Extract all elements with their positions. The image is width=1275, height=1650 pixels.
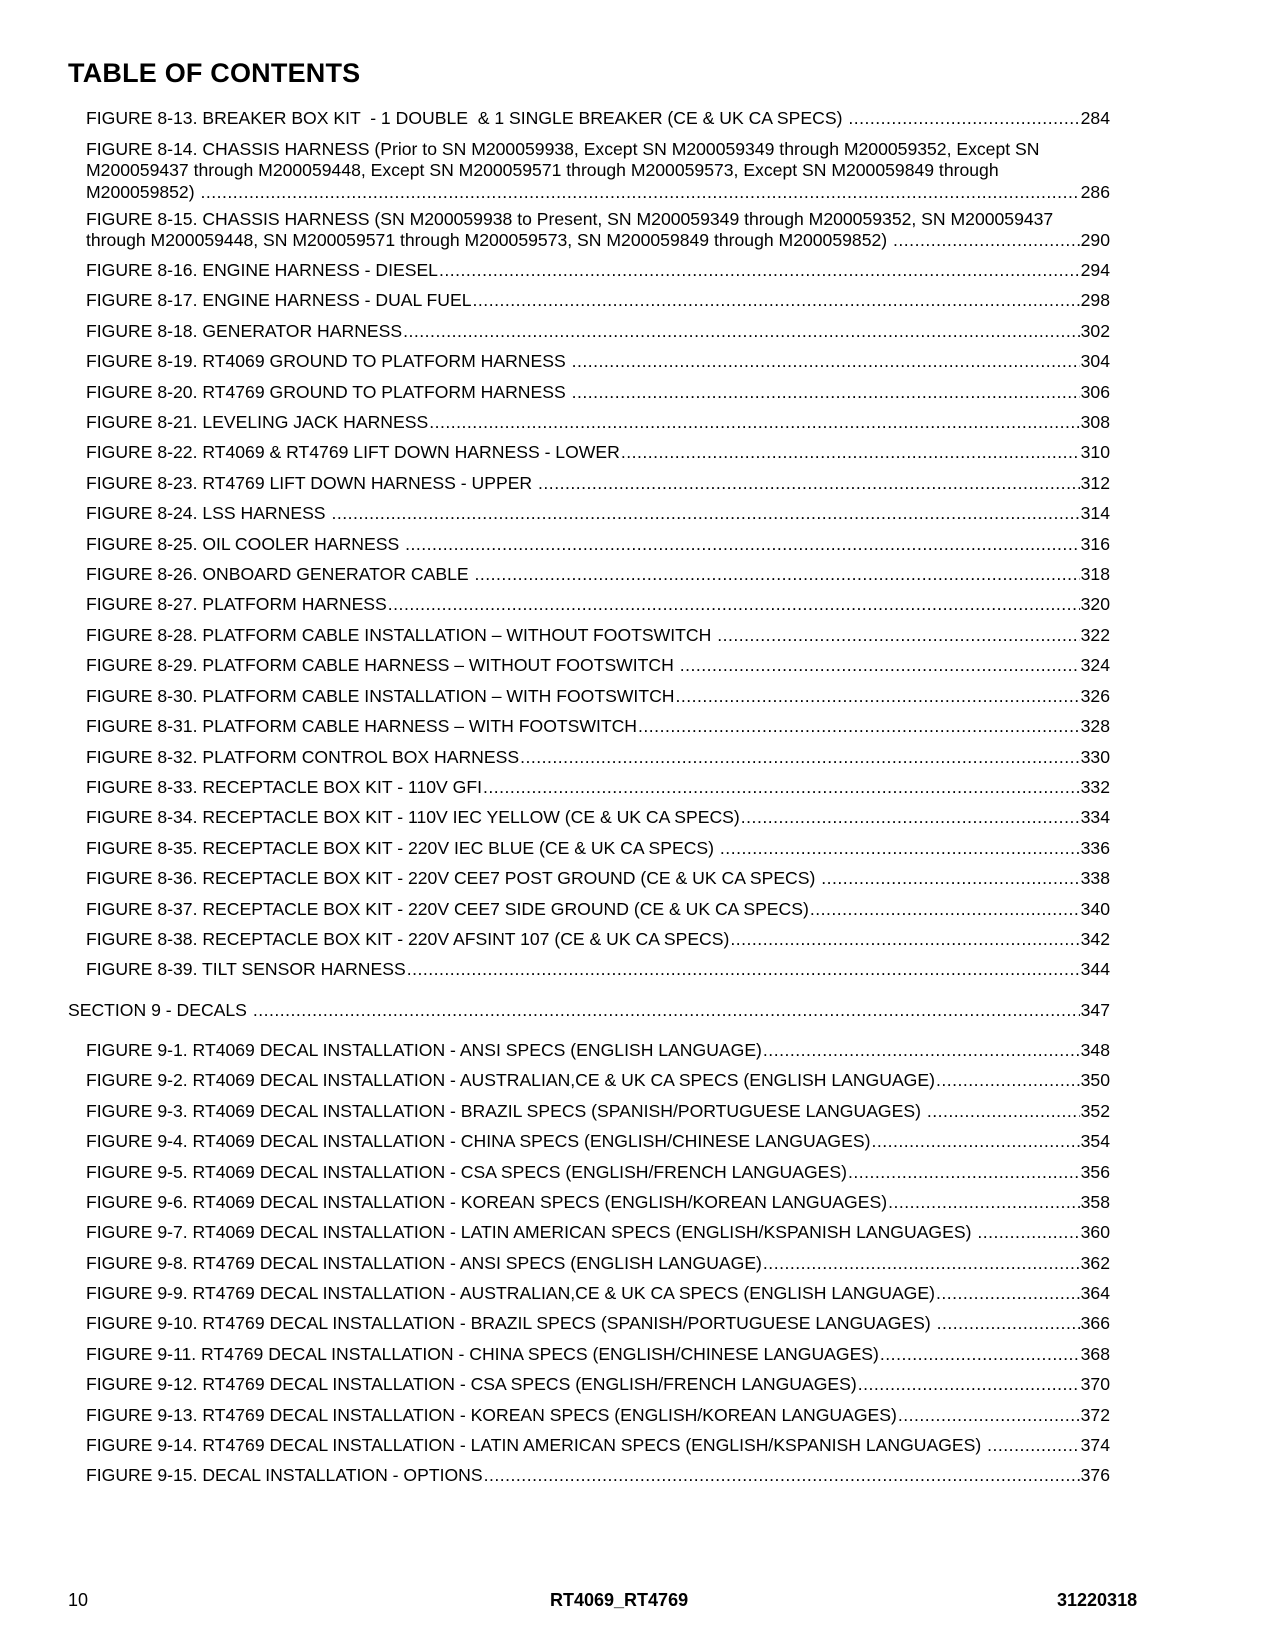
toc-entry-leader-line xyxy=(86,838,1110,859)
toc-entry-page: 336 xyxy=(1080,838,1110,858)
toc-entry-line: M200059437 through M200059448, Except SN M200059571 through M200059573, Except SN M200059849 through xyxy=(86,160,999,181)
dot-leader xyxy=(763,1040,1080,1061)
toc-entry-page: 368 xyxy=(1080,1344,1110,1364)
toc-entry-page: 370 xyxy=(1080,1374,1110,1394)
toc-entry-title: FIGURE 9-2. RT4069 DECAL INSTALLATION - AUSTRALIAN,CE & UK CA SPECS (ENGLISH LANGUAGE) xyxy=(86,1070,935,1090)
toc-entry-leader-line xyxy=(86,108,1110,129)
toc-entry-title: FIGURE 8-13. BREAKER BOX KIT - 1 DOUBLE & 1 SINGLE BREAKER (CE & UK CA SPECS) xyxy=(86,108,848,128)
dot-leader xyxy=(880,1344,1080,1365)
toc-entry-title: FIGURE 9-1. RT4069 DECAL INSTALLATION - ANSI SPECS (ENGLISH LANGUAGE) xyxy=(86,1040,762,1060)
toc-entry[interactable] xyxy=(86,747,1110,768)
toc-entry[interactable] xyxy=(86,534,1110,555)
toc-entry-leader-line xyxy=(86,382,1110,403)
toc-entry-leader-line xyxy=(86,1374,1110,1395)
toc-entry-title: FIGURE 8-36. RECEPTACLE BOX KIT - 220V CEE7 POST GROUND (CE & UK CA SPECS) xyxy=(86,868,821,888)
toc-entry-title: FIGURE 8-26. ONBOARD GENERATOR CABLE xyxy=(86,564,474,584)
toc-entry-title: FIGURE 8-17. ENGINE HARNESS - DUAL FUEL xyxy=(86,290,472,310)
toc-entry-leader-line xyxy=(86,1101,1110,1122)
dot-leader xyxy=(871,1131,1079,1152)
dot-leader xyxy=(483,777,1080,798)
page-title: TABLE OF CONTENTS xyxy=(68,58,361,88)
toc-entry-title: FIGURE 9-13. RT4769 DECAL INSTALLATION - KOREAN SPECS (ENGLISH/KOREAN LANGUAGES) xyxy=(86,1405,897,1425)
toc-entry-line: FIGURE 8-15. CHASSIS HARNESS (SN M200059938 to Present, SN M200059349 through M200059352, SN M200059437 xyxy=(86,209,1054,229)
toc-entry-page: 372 xyxy=(1080,1405,1110,1425)
toc-entry[interactable] xyxy=(86,108,1110,129)
toc-entry-title: FIGURE 9-14. RT4769 DECAL INSTALLATION - LATIN AMERICAN SPECS (ENGLISH/KSPANISH LANGUAGES) xyxy=(86,1435,987,1455)
dot-leader xyxy=(253,1000,1080,1021)
toc-entry-leader-line xyxy=(86,260,1110,281)
toc-entry[interactable] xyxy=(86,1040,1110,1061)
toc-entry-leader-line xyxy=(86,959,1110,980)
toc-entry-leader-line xyxy=(86,1344,1110,1365)
toc-entry-page: 330 xyxy=(1080,747,1110,767)
toc-entry[interactable] xyxy=(86,1222,1110,1243)
toc-entry-page: 344 xyxy=(1080,959,1110,979)
toc-entry[interactable] xyxy=(86,564,1110,585)
toc-entry-title: FIGURE 9-10. RT4769 DECAL INSTALLATION - BRAZIL SPECS (SPANISH/PORTUGUESE LANGUAGES) xyxy=(86,1313,936,1333)
dot-leader xyxy=(388,594,1080,615)
toc-entry[interactable] xyxy=(86,351,1110,372)
toc-entry[interactable] xyxy=(86,473,1110,494)
toc-entry[interactable] xyxy=(86,625,1110,646)
toc-entry-title: FIGURE 8-29. PLATFORM CABLE HARNESS – WITHOUT FOOTSWITCH xyxy=(86,655,679,675)
toc-entry-title: FIGURE 9-15. DECAL INSTALLATION - OPTIONS xyxy=(86,1465,483,1485)
toc-entry-page: 348 xyxy=(1080,1040,1110,1060)
dot-leader xyxy=(763,1253,1080,1274)
dot-leader xyxy=(680,655,1080,676)
toc-entry-title: through M200059448, SN M200059571 through M200059573, SN M200059849 through M200059852) xyxy=(86,230,893,251)
toc-entry-leader-line xyxy=(86,1222,1110,1243)
toc-entry-leader-line xyxy=(86,655,1110,676)
toc-entry[interactable] xyxy=(86,1101,1110,1122)
dot-leader xyxy=(977,1222,1079,1243)
toc-entry-leader-line xyxy=(86,716,1110,737)
toc-entry-page: 376 xyxy=(1080,1465,1110,1485)
dot-leader xyxy=(893,230,1080,251)
toc-entry[interactable] xyxy=(86,1374,1110,1395)
toc-entry-leader-line xyxy=(86,182,1110,203)
toc-entry-page: 340 xyxy=(1080,899,1110,919)
toc-entry-title: FIGURE 8-22. RT4069 & RT4769 LIFT DOWN HARNESS - LOWER xyxy=(86,442,620,462)
dot-leader xyxy=(572,351,1080,372)
toc-entry-title: FIGURE 8-30. PLATFORM CABLE INSTALLATION – WITH FOOTSWITCH xyxy=(86,686,675,706)
toc-entry-leader-line xyxy=(86,868,1110,889)
toc-entry-title: FIGURE 8-27. PLATFORM HARNESS xyxy=(86,594,387,614)
toc-entry-leader-line xyxy=(86,1283,1110,1304)
toc-entry-title: FIGURE 9-4. RT4069 DECAL INSTALLATION - CHINA SPECS (ENGLISH/CHINESE LANGUAGES) xyxy=(86,1131,871,1151)
toc-entry-page: 322 xyxy=(1080,625,1110,645)
toc-entry-title: FIGURE 8-32. PLATFORM CONTROL BOX HARNESS xyxy=(86,747,520,767)
dot-leader xyxy=(720,838,1080,859)
dot-leader xyxy=(888,1192,1080,1213)
toc-entry-title: M200059852) xyxy=(86,181,200,202)
toc-entry-leader-line xyxy=(86,564,1110,585)
toc-entry[interactable] xyxy=(86,777,1110,798)
toc-entry-leader-line xyxy=(86,442,1110,463)
toc-entry[interactable] xyxy=(86,899,1110,920)
toc-entry-leader-line xyxy=(86,503,1110,524)
dot-leader xyxy=(520,747,1080,768)
toc-entry-leader-line xyxy=(86,1435,1110,1456)
footer-model: RT4069_RT4769 xyxy=(550,1590,689,1610)
toc-entry[interactable] xyxy=(86,959,1110,980)
dot-leader xyxy=(407,959,1080,980)
dot-leader xyxy=(821,868,1079,889)
toc-entry[interactable] xyxy=(86,1283,1110,1304)
toc-entry-leader-line xyxy=(86,321,1110,342)
toc-entry-title: FIGURE 8-33. RECEPTACLE BOX KIT - 110V GFI xyxy=(86,777,482,797)
toc-entry-page: 320 xyxy=(1080,594,1110,614)
toc-entry[interactable] xyxy=(86,807,1110,828)
toc-entry-page: 284 xyxy=(1080,108,1110,128)
toc-entry-leader-line xyxy=(68,1000,1110,1021)
dot-leader xyxy=(717,625,1079,646)
toc-entry-leader-line xyxy=(86,594,1110,615)
toc-entry-page: 354 xyxy=(1080,1131,1110,1151)
toc-entry-title: FIGURE 9-11. RT4769 DECAL INSTALLATION - CHINA SPECS (ENGLISH/CHINESE LANGUAGES) xyxy=(86,1344,879,1364)
toc-entry-page: 306 xyxy=(1080,382,1110,402)
dot-leader xyxy=(936,1283,1080,1304)
toc-entry-page: 360 xyxy=(1080,1222,1110,1242)
toc-entry-leader-line xyxy=(86,1253,1110,1274)
footer-page-number: 10 xyxy=(68,1590,89,1610)
dot-leader xyxy=(927,1101,1080,1122)
dot-leader xyxy=(810,899,1080,920)
toc-entry-leader-line xyxy=(86,1070,1110,1091)
toc-entry-title: FIGURE 8-24. LSS HARNESS xyxy=(86,503,331,523)
toc-entry-page: 308 xyxy=(1080,412,1110,432)
dot-leader xyxy=(730,929,1079,950)
toc-entry-page: 366 xyxy=(1080,1313,1110,1333)
toc-entry-title: FIGURE 9-6. RT4069 DECAL INSTALLATION - KOREAN SPECS (ENGLISH/KOREAN LANGUAGES) xyxy=(86,1192,888,1212)
toc-entry-title: SECTION 9 - DECALS xyxy=(68,1000,252,1020)
toc-entry-page: 362 xyxy=(1080,1253,1110,1273)
toc-entry-title: FIGURE 8-38. RECEPTACLE BOX KIT - 220V AFSINT 107 (CE & UK CA SPECS) xyxy=(86,929,730,949)
toc-entry[interactable] xyxy=(86,412,1110,433)
dot-leader xyxy=(538,473,1080,494)
toc-entry-title: FIGURE 9-12. RT4769 DECAL INSTALLATION - CSA SPECS (ENGLISH/FRENCH LANGUAGES) xyxy=(86,1374,857,1394)
dot-leader xyxy=(675,686,1079,707)
dot-leader xyxy=(439,260,1080,281)
dot-leader xyxy=(621,442,1080,463)
toc-entry[interactable] xyxy=(86,1344,1110,1365)
dot-leader xyxy=(572,382,1080,403)
toc-entry[interactable] xyxy=(86,209,1110,252)
toc-entry-line: FIGURE 8-14. CHASSIS HARNESS (Prior to SN M200059938, Except SN M200059349 through M200059352, Except SN xyxy=(86,139,1040,159)
toc-entry-title: FIGURE 8-18. GENERATOR HARNESS xyxy=(86,321,403,341)
toc-entry-title: FIGURE 9-7. RT4069 DECAL INSTALLATION - LATIN AMERICAN SPECS (ENGLISH/KSPANISH LANGUAGES) xyxy=(86,1222,977,1242)
toc-entry-page: 342 xyxy=(1080,929,1110,949)
toc-entry-page: 324 xyxy=(1080,655,1110,675)
toc-entry-title: FIGURE 9-5. RT4069 DECAL INSTALLATION - CSA SPECS (ENGLISH/FRENCH LANGUAGES) xyxy=(86,1162,847,1182)
toc-entry-page: 374 xyxy=(1080,1435,1110,1455)
toc-entry-title: FIGURE 8-16. ENGINE HARNESS - DIESEL xyxy=(86,260,438,280)
toc-entry-title: FIGURE 9-8. RT4769 DECAL INSTALLATION - ANSI SPECS (ENGLISH LANGUAGE) xyxy=(86,1253,762,1273)
toc-entry-leader-line xyxy=(86,1465,1110,1486)
toc-entry[interactable] xyxy=(86,503,1110,524)
toc-entry[interactable] xyxy=(86,1465,1110,1486)
toc-entry-title: FIGURE 8-23. RT4769 LIFT DOWN HARNESS - UPPER xyxy=(86,473,538,493)
dot-leader xyxy=(473,290,1080,311)
toc-entry-title: FIGURE 8-31. PLATFORM CABLE HARNESS – WITH FOOTSWITCH xyxy=(86,716,638,736)
dot-leader xyxy=(848,108,1079,129)
toc-entry-page: 316 xyxy=(1080,534,1110,554)
toc-entry-page: 338 xyxy=(1080,868,1110,888)
dot-leader xyxy=(848,1162,1080,1183)
toc-entry[interactable] xyxy=(86,1405,1110,1426)
toc-entry-page: 326 xyxy=(1080,686,1110,706)
dot-leader xyxy=(858,1374,1080,1395)
toc-entry-leader-line xyxy=(86,929,1110,950)
toc-entry-leader-line xyxy=(86,1131,1110,1152)
toc-entry[interactable] xyxy=(86,442,1110,463)
toc-entry-page: 358 xyxy=(1080,1192,1110,1212)
toc-entry-page: 290 xyxy=(1080,230,1110,251)
dot-leader xyxy=(331,503,1079,524)
toc-entry-leader-line xyxy=(86,1405,1110,1426)
dot-leader xyxy=(898,1405,1080,1426)
toc-entry-title: FIGURE 8-39. TILT SENSOR HARNESS xyxy=(86,959,406,979)
toc-entry-leader-line xyxy=(86,412,1110,433)
toc-entry[interactable] xyxy=(86,290,1110,311)
toc-entry[interactable] xyxy=(86,929,1110,950)
dot-leader xyxy=(987,1435,1080,1456)
toc-entry-page: 328 xyxy=(1080,716,1110,736)
toc-entry[interactable] xyxy=(86,1070,1110,1091)
toc-entry[interactable] xyxy=(86,139,1110,203)
dot-leader xyxy=(638,716,1080,737)
toc-entry[interactable] xyxy=(86,1313,1110,1334)
toc-entry[interactable] xyxy=(86,686,1110,707)
toc-entry[interactable] xyxy=(86,321,1110,342)
toc-entry-leader-line xyxy=(86,899,1110,920)
toc-entry-page: 356 xyxy=(1080,1162,1110,1182)
toc-entry-leader-line xyxy=(86,290,1110,311)
toc-entry-page: 350 xyxy=(1080,1070,1110,1090)
toc-entry-title: FIGURE 9-3. RT4069 DECAL INSTALLATION - BRAZIL SPECS (SPANISH/PORTUGUESE LANGUAGES) xyxy=(86,1101,926,1121)
toc-entry-title: FIGURE 8-28. PLATFORM CABLE INSTALLATION – WITHOUT FOOTSWITCH xyxy=(86,625,717,645)
toc-entry-title: FIGURE 8-37. RECEPTACLE BOX KIT - 220V CEE7 SIDE GROUND (CE & UK CA SPECS) xyxy=(86,899,809,919)
toc-entry-leader-line xyxy=(86,534,1110,555)
toc-entry-page: 298 xyxy=(1080,290,1110,310)
toc-entry-page: 304 xyxy=(1080,351,1110,371)
toc-entry[interactable] xyxy=(86,1435,1110,1456)
toc-entry-title: FIGURE 8-21. LEVELING JACK HARNESS xyxy=(86,412,429,432)
toc-entry[interactable] xyxy=(86,655,1110,676)
toc-entry-leader-line xyxy=(86,686,1110,707)
toc-entry-leader-line xyxy=(86,1040,1110,1061)
toc-entry-leader-line xyxy=(86,230,1110,251)
toc-entry-page: 310 xyxy=(1080,442,1110,462)
toc-entry-title: FIGURE 8-20. RT4769 GROUND TO PLATFORM HARNESS xyxy=(86,382,571,402)
toc-entry[interactable] xyxy=(86,260,1110,281)
footer-doc-number: 31220318 xyxy=(1057,1590,1138,1610)
toc-entry[interactable] xyxy=(86,1192,1110,1213)
toc-entry[interactable] xyxy=(86,868,1110,889)
dot-leader xyxy=(741,807,1080,828)
toc-entry[interactable] xyxy=(86,594,1110,615)
toc-entry-leader-line xyxy=(86,777,1110,798)
dot-leader xyxy=(484,1465,1080,1486)
toc-entry-title: FIGURE 9-9. RT4769 DECAL INSTALLATION - AUSTRALIAN,CE & UK CA SPECS (ENGLISH LANGUAGE) xyxy=(86,1283,935,1303)
toc-entry[interactable] xyxy=(86,838,1110,859)
toc-entry[interactable] xyxy=(86,716,1110,737)
toc-entry[interactable] xyxy=(68,1000,1110,1021)
toc-entry-title: FIGURE 8-25. OIL COOLER HARNESS xyxy=(86,534,405,554)
toc-entry[interactable] xyxy=(86,1131,1110,1152)
toc-entry[interactable] xyxy=(86,1162,1110,1183)
dot-leader xyxy=(474,564,1079,585)
toc-entry-leader-line xyxy=(86,1162,1110,1183)
toc-entry-page: 334 xyxy=(1080,807,1110,827)
toc-entry-title: FIGURE 8-35. RECEPTACLE BOX KIT - 220V IEC BLUE (CE & UK CA SPECS) xyxy=(86,838,719,858)
toc-entry-leader-line xyxy=(86,1313,1110,1334)
toc-entry-page: 318 xyxy=(1080,564,1110,584)
toc-entry[interactable] xyxy=(86,1253,1110,1274)
toc-entry-page: 352 xyxy=(1080,1101,1110,1121)
toc-entry-leader-line xyxy=(86,747,1110,768)
dot-leader xyxy=(403,321,1080,342)
dot-leader xyxy=(936,1070,1080,1091)
toc-entry-leader-line xyxy=(86,351,1110,372)
toc-entry[interactable] xyxy=(86,382,1110,403)
toc-entry-page: 302 xyxy=(1080,321,1110,341)
toc-entry-leader-line xyxy=(86,473,1110,494)
toc-entry-leader-line xyxy=(86,625,1110,646)
dot-leader xyxy=(429,412,1079,433)
dot-leader xyxy=(937,1313,1080,1334)
toc-entry-page: 332 xyxy=(1080,777,1110,797)
dot-leader xyxy=(405,534,1080,555)
toc-entry-leader-line xyxy=(86,1192,1110,1213)
toc-entry-page: 347 xyxy=(1080,1000,1110,1020)
toc-entry-leader-line xyxy=(86,807,1110,828)
toc-entry-page: 294 xyxy=(1080,260,1110,280)
toc-entry-title: FIGURE 8-34. RECEPTACLE BOX KIT - 110V IEC YELLOW (CE & UK CA SPECS) xyxy=(86,807,740,827)
toc-entry-page: 312 xyxy=(1080,473,1110,493)
dot-leader xyxy=(200,182,1079,203)
toc-entry-page: 314 xyxy=(1080,503,1110,523)
toc-entry-page: 286 xyxy=(1080,181,1110,202)
toc-entry-title: FIGURE 8-19. RT4069 GROUND TO PLATFORM HARNESS xyxy=(86,351,571,371)
toc-entry-page: 364 xyxy=(1080,1283,1110,1303)
